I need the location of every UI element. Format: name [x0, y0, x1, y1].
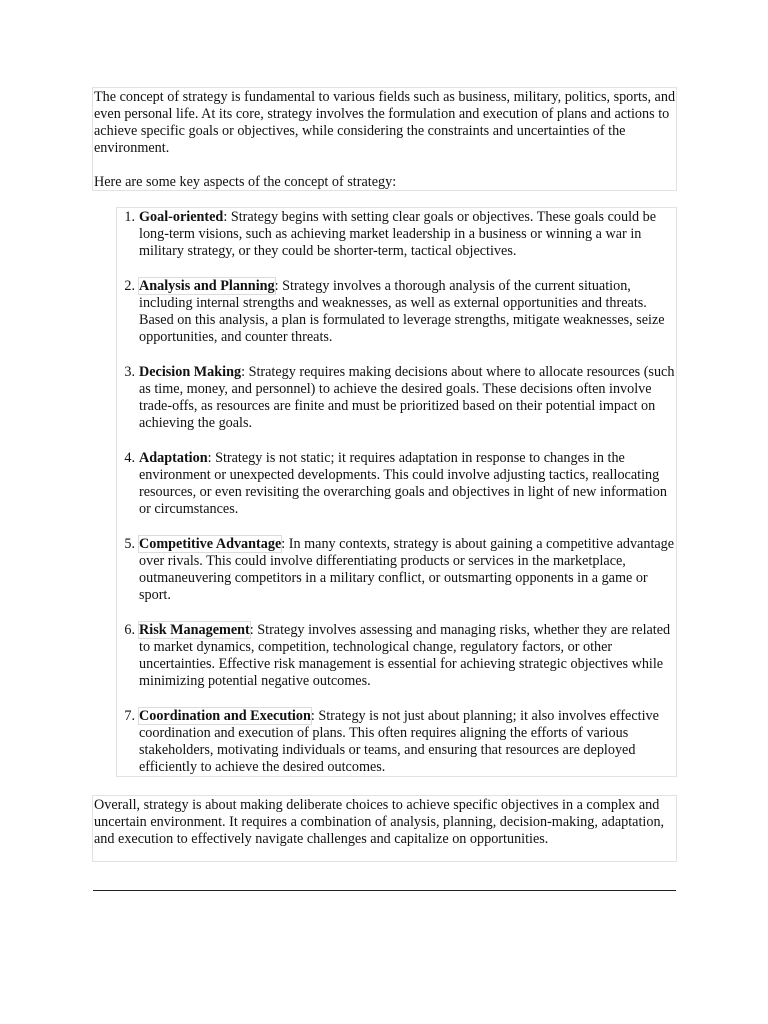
list-item-text: : Strategy begins with setting clear goals or objectives. These goals could be long-term visions, such as achieving market leadership in a business or winning a war in military strategy, or they could be shorter-term, tactical objectives. — [139, 209, 657, 259]
list-item-term: Coordination and Execution — [139, 708, 311, 724]
list-item-number: 5. — [124, 536, 135, 552]
list-item-term: Risk Management — [139, 622, 250, 638]
conclusion-paragraph: Overall, strategy is about making deliberate choices to achieve specific objectives in a complex and uncertain environment. It requires a combination of analysis, planning, decision-making, adaptation, and execution to effectively navigate challenges and capitalize on opportunities. — [94, 797, 665, 847]
conclusion-section — [92, 795, 677, 862]
list-item-text: : Strategy is not just about planning; it also involves effective coordination and execution of plans. This often requires aligning the efforts of various stakeholders, motivating individuals or teams, and ensuring that resources are deployed efficiently to achieve the desired outcomes. — [139, 708, 659, 775]
list-item-text: : In many contexts, strategy is about gaining a competitive advantage over rivals. This could involve differentiating products or services in the marketplace, outmaneuvering competitors in a military conflict, or outsmarting opponents in a game or sport. — [139, 536, 675, 603]
list-item-number: 7. — [124, 708, 135, 724]
list-item-term: Goal-oriented — [139, 209, 224, 225]
intro-section — [92, 87, 677, 191]
list-item-text: : Strategy involves a thorough analysis of the current situation, including internal strengths and weaknesses, as well as external opportunities and threats. Based on this analysis, a plan is formulated to leverage strengths, mitigate weaknesses, seize opportunities, and counter threats. — [139, 278, 665, 345]
list-item-number: 4. — [124, 450, 135, 466]
list-item-term: Decision Making — [139, 364, 242, 380]
intro-paragraph: The concept of strategy is fundamental to various fields such as business, military, politics, sports, and even personal life. At its core, strategy involves the formulation and execution of plans and actions to achieve specific goals or objectives, while considering the constraints and uncertainties of the environment. — [94, 89, 676, 156]
list-item-term: Adaptation — [139, 450, 208, 466]
list-item-text: : Strategy requires making decisions about where to allocate resources (such as time, money, and personnel) to achieve the desired goals. These decisions often involve trade-offs, as resources are finite and must be prioritized based on their potential impact on achieving the goals. — [139, 364, 675, 431]
aspects-list-section — [116, 207, 677, 777]
list-item-number: 6. — [124, 622, 135, 638]
list-item-number: 1. — [124, 209, 135, 225]
list-item-number: 3. — [124, 364, 135, 380]
list-item-term: Competitive Advantage — [139, 536, 282, 552]
list-item-text: : Strategy involves assessing and managing risks, whether they are related to market dynamics, competition, technological change, regulatory factors, or other uncertainties. Effective risk management is essential for achieving strategic objectives while minimizing potential negative outcomes. — [139, 622, 671, 689]
list-item-text: : Strategy is not static; it requires adaptation in response to changes in the environment or unexpected developments. This could involve adjusting tactics, reallocating resources, or even revisiting the overarching goals and objectives in light of new information or circumstances. — [139, 450, 667, 517]
horizontal-rule — [93, 890, 676, 891]
key-aspects-heading: Here are some key aspects of the concept of strategy: — [94, 173, 397, 190]
list-item-term: Analysis and Planning — [139, 278, 275, 294]
list-item-number: 2. — [124, 278, 135, 294]
